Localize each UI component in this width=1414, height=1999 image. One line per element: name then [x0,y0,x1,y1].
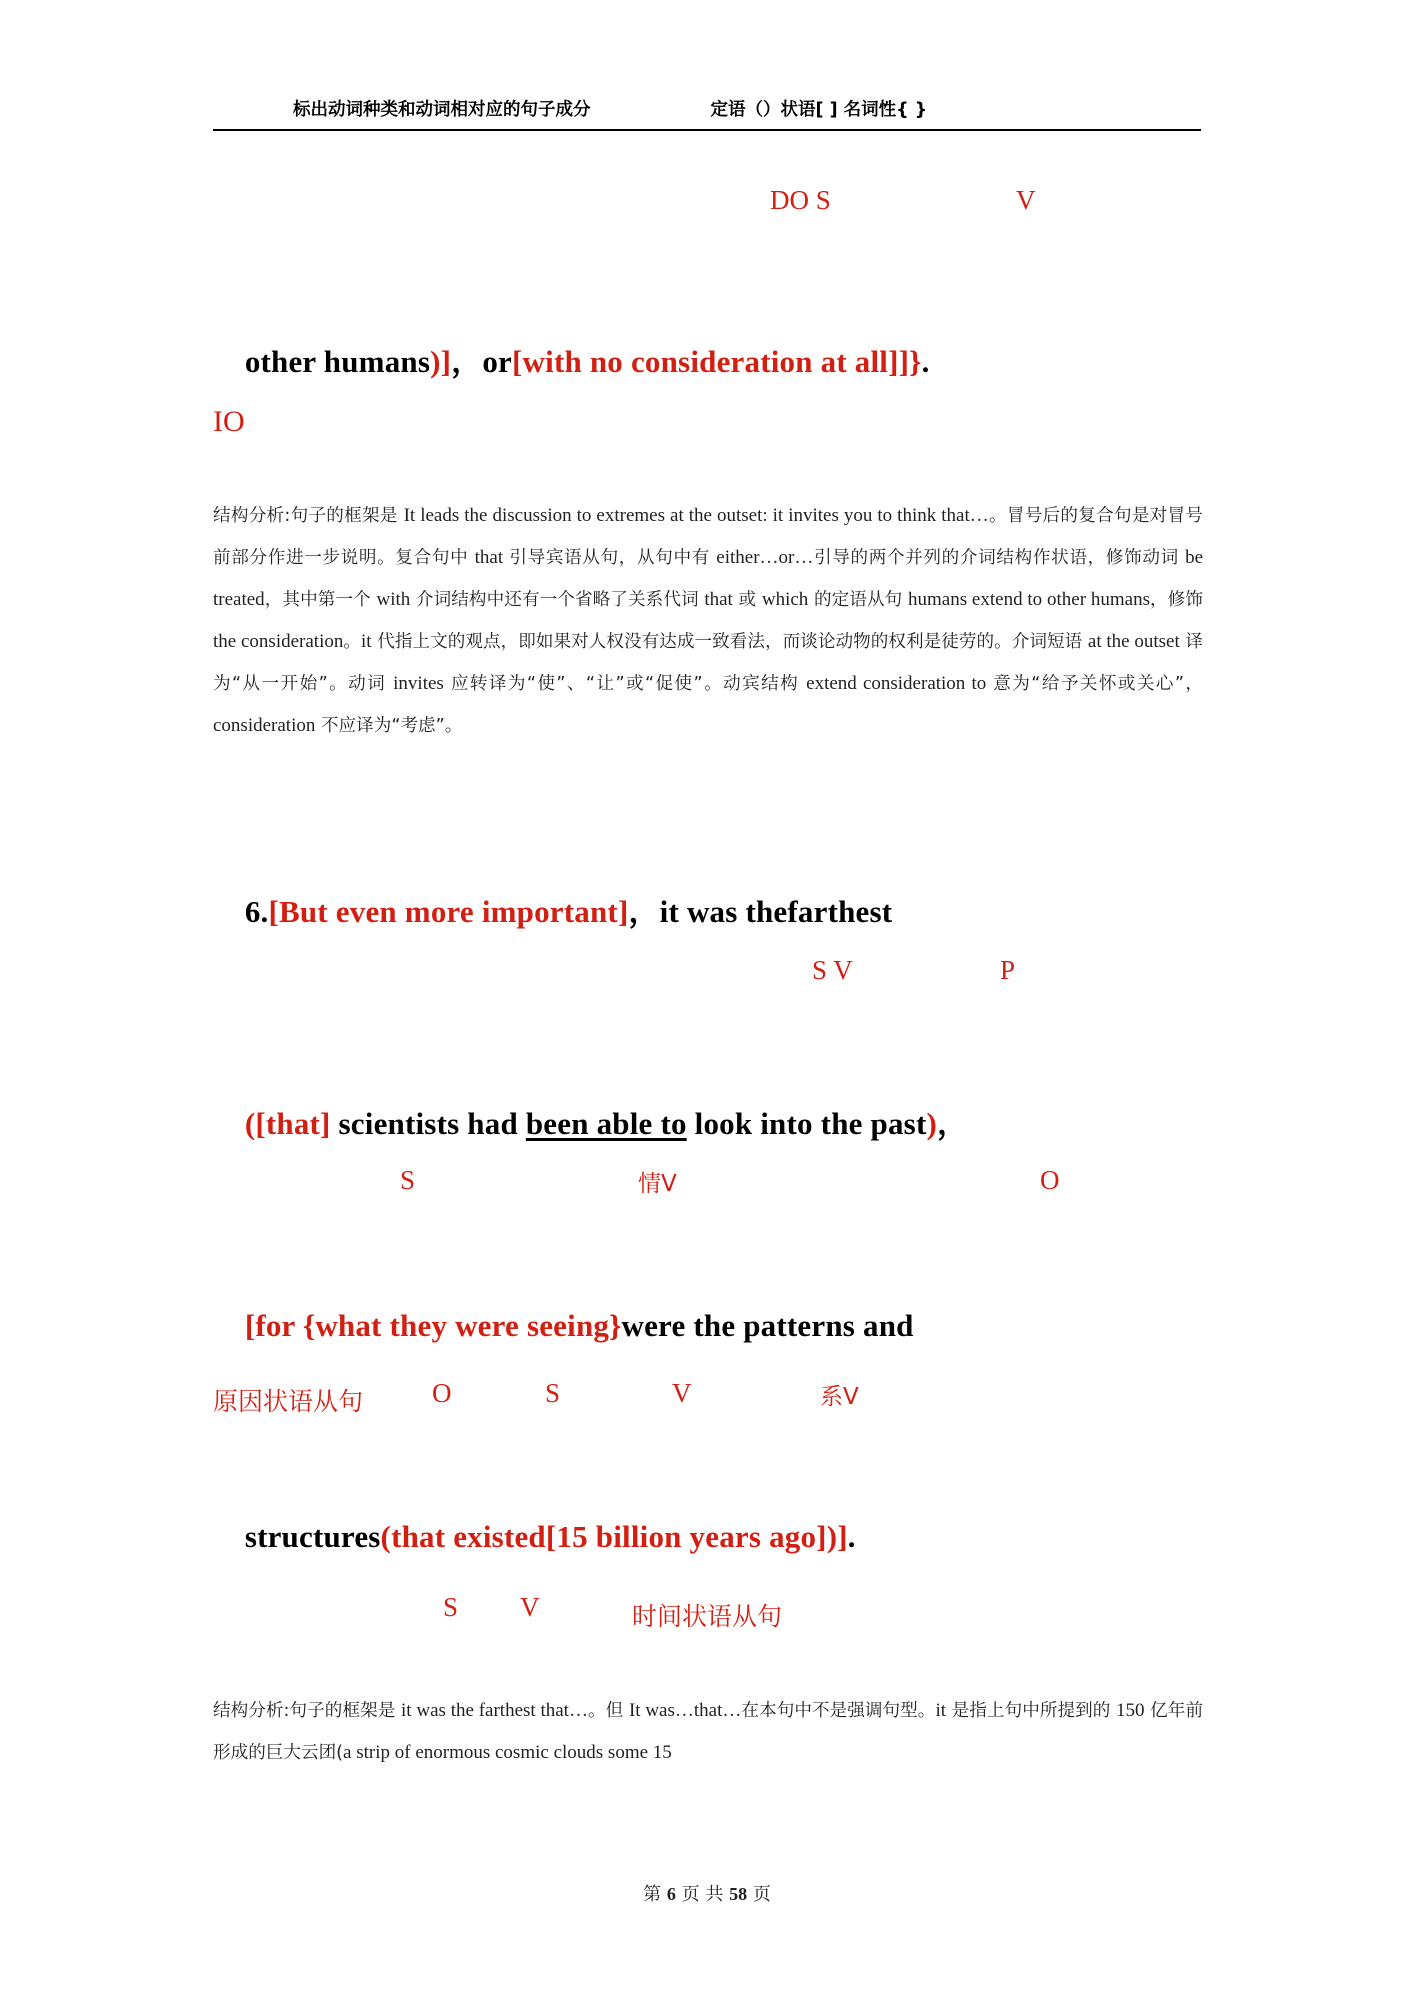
analysis-1-t4: 引导的两个并列的介词结构作状语，修饰动词 [813,548,1186,568]
analysis-1-en11: at the outset [1087,631,1180,652]
footer-page-number: 6 [666,1884,676,1904]
analysis-1-t12: 译为“从一开始”。动词 [213,632,1203,694]
sentence-6-l1-a: [But even more important] [268,894,629,929]
sentence-6-line-2 [213,1062,968,1179]
analysis-1-en3: either…or… [716,547,814,568]
marker-s-4: S [443,1592,459,1622]
sentence-1-part-d: or [482,344,513,379]
analysis-1-t15: 不应译为“考虑”。 [315,716,463,736]
analysis-1-en8: humans extend to other humans [908,589,1150,610]
analysis-2-en1: it was the farthest that… [401,1700,588,1721]
sentence-1-part-e: [with no consideration at all] [512,344,899,379]
marker-o-1: O [1040,1165,1060,1195]
analysis-2-t5: 亿年前形成的巨大云团( [213,1701,1204,1763]
analysis-1-t9: ，修饰 [1149,590,1203,610]
footer-suffix: 页 [752,1884,771,1905]
analysis-1-en14: consideration [213,715,316,736]
sentence-1-part-g: . [921,344,930,379]
sentence-1-part-c: ， [451,344,483,379]
analysis-1-en2: that [474,547,504,568]
analysis-paragraph-1 [213,495,1203,747]
sentence-6-l1-b: ，it was thefarthest [628,894,893,929]
analysis-1-t6: 介词结构中还有一个省略了关系代词 [410,590,705,610]
sentence-1-part-a: other humans [244,344,431,379]
sentence-6-l4-c: [15 billion years ago] [545,1519,827,1554]
marker-v-1: V [1016,185,1036,215]
sentence-6-l3-b: were the patterns and [621,1308,914,1343]
analysis-1-en1: It leads the discussion to extremes at the outset: it invites you to think that… [403,505,989,526]
footer-prefix: 第 [643,1884,662,1905]
marker-do-s: DO S [770,185,831,215]
sentence-6-l4-d: )] [826,1519,848,1554]
sentence-6-l4-a: structures [244,1519,381,1554]
analysis-1-en6: that [704,589,733,610]
analysis-2-t3: 在本句中不是强调句型。 [741,1701,936,1721]
marker-p: P [1000,955,1016,985]
analysis-1-en12: invites [393,673,444,694]
page-footer [0,1880,1414,1906]
analysis-1-t10: 。 [343,632,362,652]
analysis-1-en5: with [376,589,411,610]
analysis-1-en10: it [361,631,372,652]
sentence-1-line [213,300,930,417]
marker-reason-clause: 原因状语从句 [213,1387,364,1416]
footer-total-pages: 58 [729,1884,748,1904]
sentence-6-l3-a: [for {what they were seeing} [244,1308,622,1343]
analysis-1-t5: ，其中第一个 [264,590,377,610]
analysis-1-t1: 句子的框架是 [290,506,404,526]
sentence-6-l4-b: (that existed [380,1519,546,1554]
analysis-1-en7: which [761,589,809,610]
sentence-6-line-4 [213,1483,856,1591]
analysis-1-t7: 或 [732,590,762,610]
marker-time-clause: 时间状语从句 [632,1602,783,1631]
analysis-paragraph-2 [213,1690,1203,1774]
footer-middle: 页 共 [681,1884,724,1905]
analysis-2-en2: It was…that… [628,1700,742,1721]
analysis-2-en5: a strip of enormous cosmic clouds some 15 [343,1742,672,1763]
sentence-6-line-1 [213,850,892,967]
sentence-6-l2-d: been able to [525,1106,687,1141]
analysis-2-en4: 150 [1116,1700,1145,1721]
sentence-6-l2-c: scientists had [330,1106,526,1141]
analysis-1-t13: 应转译为“使”、“让”或“促使”。动宾结构 [443,674,807,694]
header-left-text: 标出动词种类和动词相对应的句子成分 [293,100,591,120]
marker-s-3: S [545,1378,561,1408]
analysis-2-t2: 。但 [587,1701,629,1721]
sentence-6-l2-b: [that] [255,1106,331,1141]
sentence-1-part-f: ]} [898,344,922,379]
marker-modal-v: 情V [638,1171,677,1197]
marker-s-2: S [400,1165,416,1195]
page-header [213,96,1201,131]
marker-v-2: V [672,1378,692,1408]
sentence-6-l2-g: ， [937,1106,969,1141]
sentence-6-line-3 [213,1272,914,1380]
sentence-6-l2-a: ( [244,1106,256,1141]
analysis-1-t8: 的定语从句 [808,590,908,610]
analysis-1-t11: 代指上文的观点，即如果对人权没有达成一致看法，而谈论动物的权利是徒劳的。介词短语 [371,632,1088,652]
analysis-1-en9: the consideration [213,631,344,652]
marker-o-2: O [432,1378,452,1408]
marker-s-v-1: S V [812,955,853,985]
sentence-6-l2-f: ) [926,1106,938,1141]
analysis-2-en3: it [935,1700,947,1721]
marker-link-v: 系V [820,1384,859,1410]
analysis-1-label: 结构分析: [213,506,291,526]
sentence-6-number: 6. [244,894,269,929]
sentence-6-l4-e: . [847,1519,856,1554]
analysis-2-t1: 句子的框架是 [289,1701,401,1721]
header-right-text: 定语（）状语[ ] 名词性{ } [710,100,928,120]
analysis-2-label: 结构分析: [213,1701,290,1721]
analysis-1-t3: 引导宾语从句，从句中有 [503,548,717,568]
analysis-1-t2: 。冒号后的复合句是对冒号前部分作进一步说明。复合句中 [213,506,1203,568]
analysis-1-en13: extend consideration to [806,673,987,694]
sentence-1-part-b: )] [430,344,452,379]
analysis-1-en4: be treated [213,547,1203,610]
marker-v-3: V [520,1592,540,1622]
sentence-6-l2-e: look into the past [686,1106,927,1141]
marker-io: IO [213,405,245,438]
analysis-2-t4: 是指上句中所提到的 [946,1701,1117,1721]
analysis-1-t14: 意为“给予关怀或关心”， [986,674,1204,694]
